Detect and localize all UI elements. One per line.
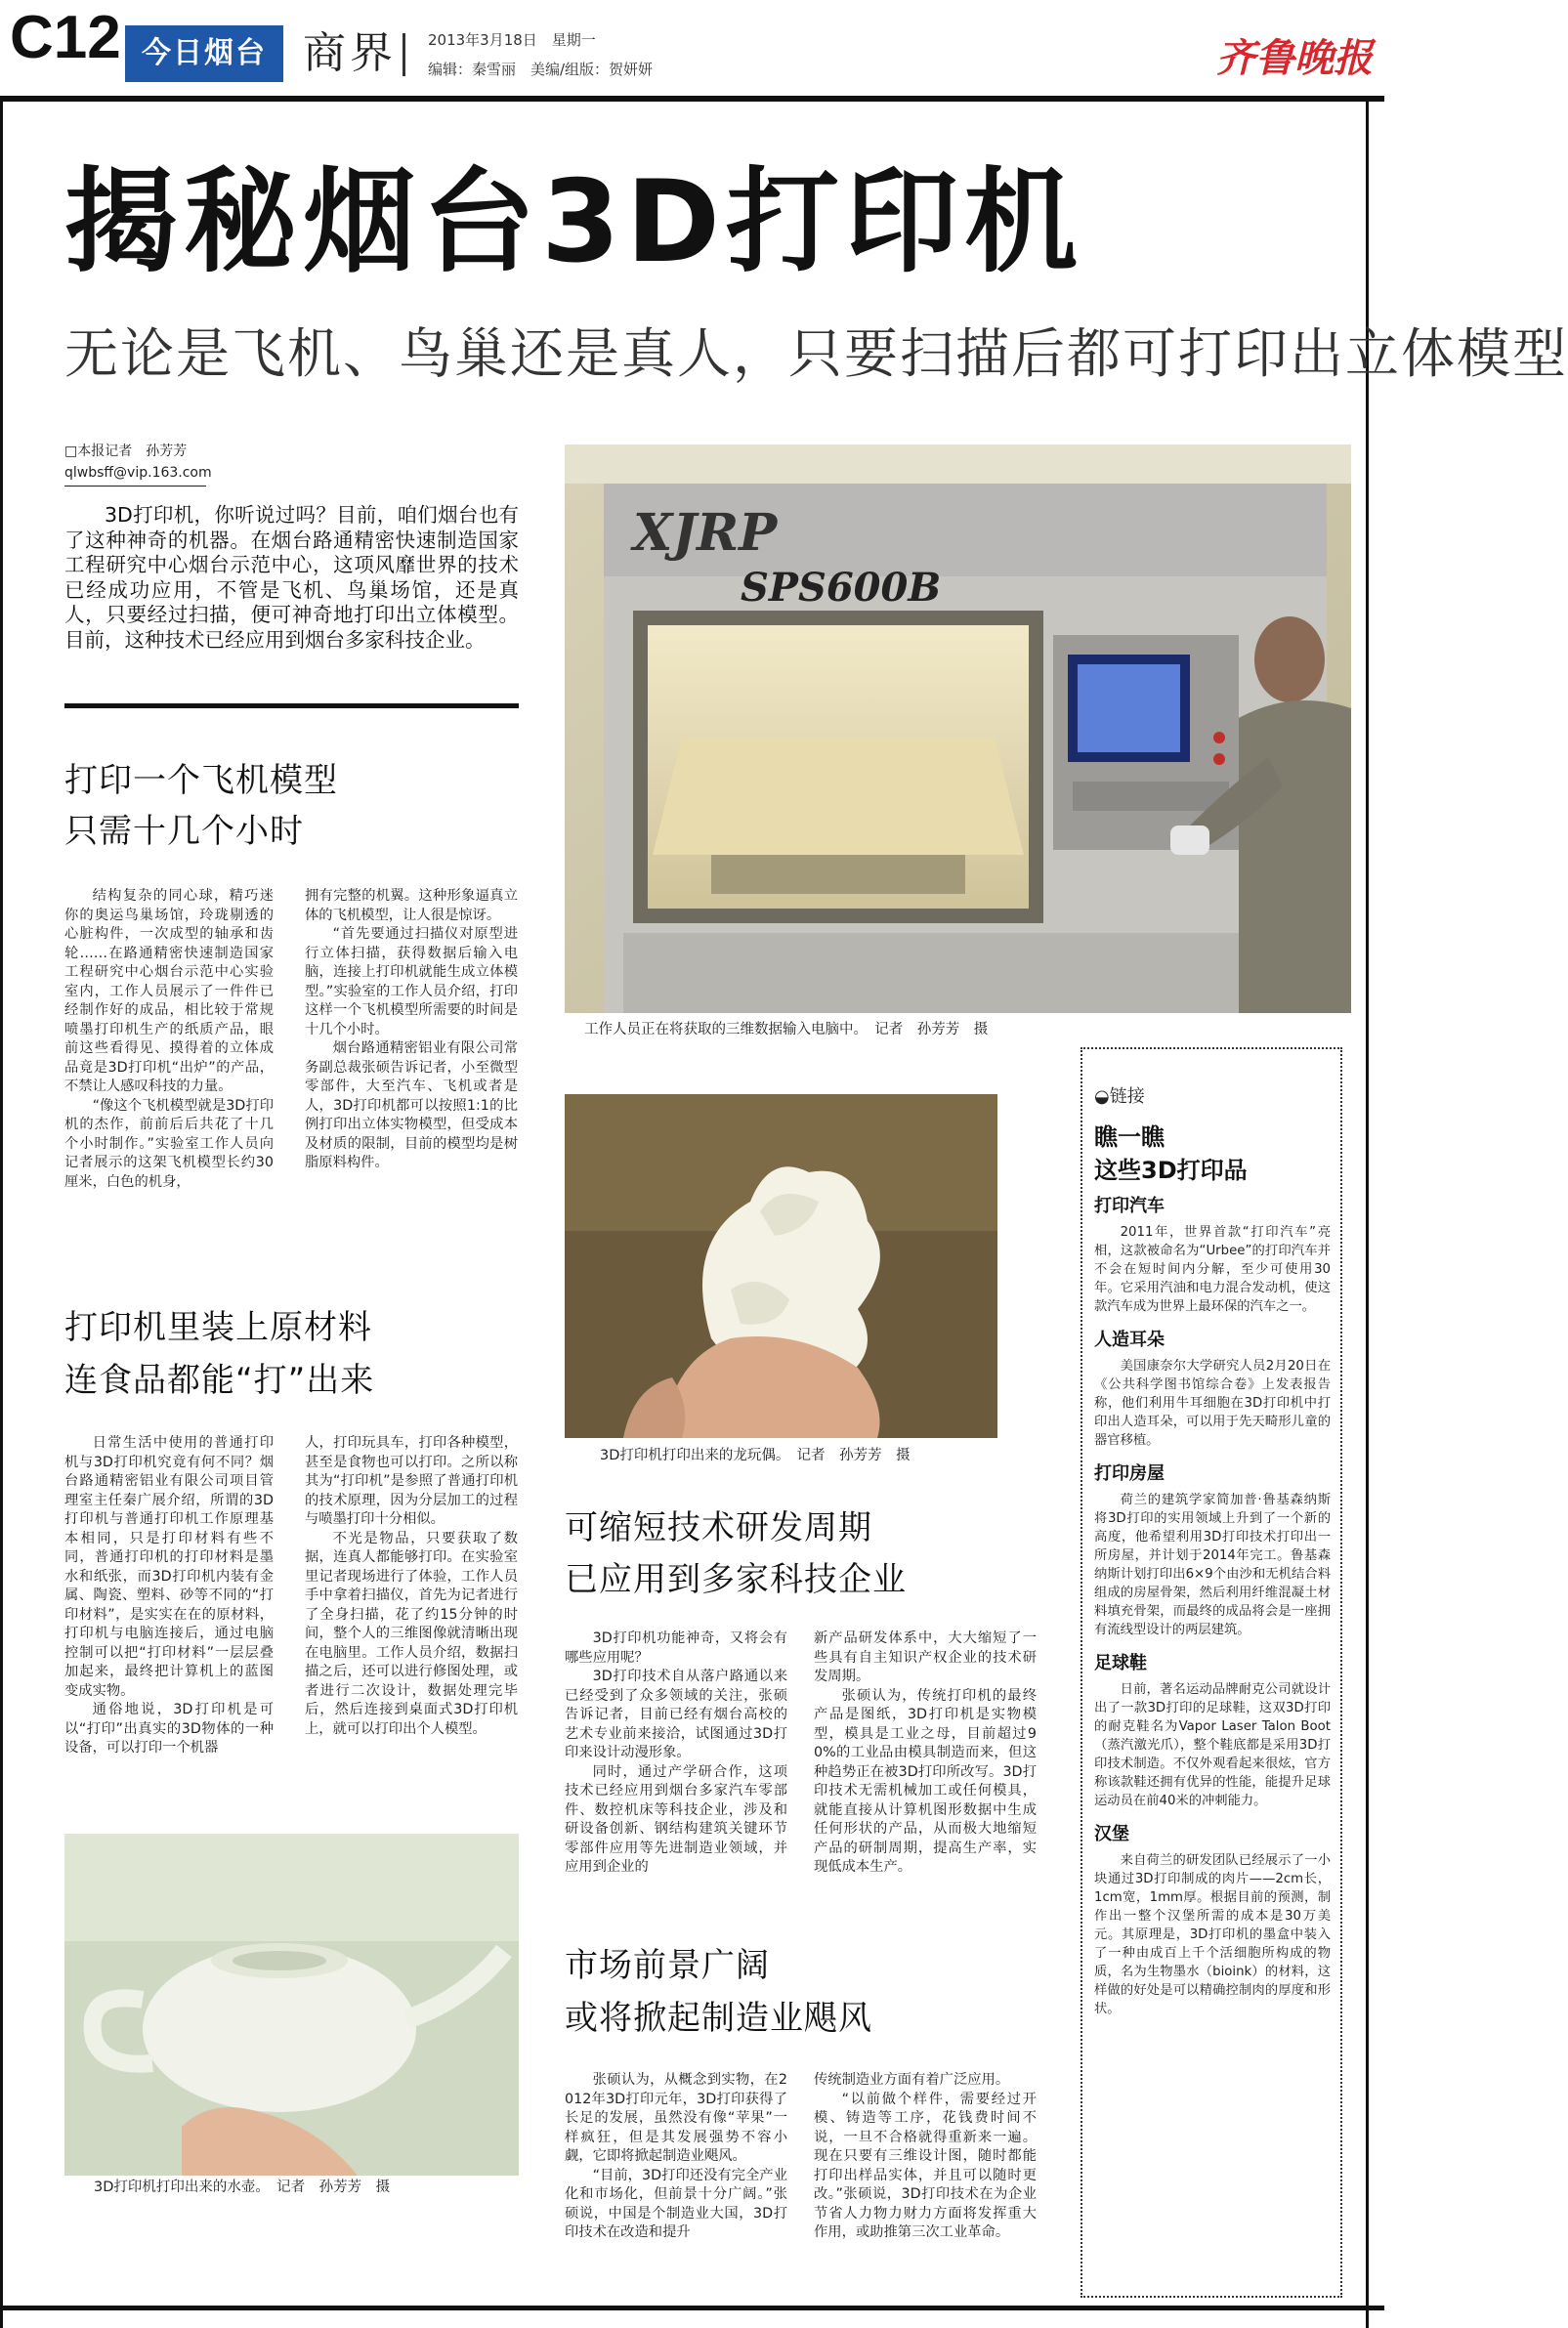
section2-column1 <box>64 1434 274 1758</box>
section1-column2 <box>305 887 518 1173</box>
photo-printer-machine <box>565 444 1351 1013</box>
paragraph: 烟台路通精密铝业有限公司常务副总裁张硕告诉记者，小至微型零部件，大至汽车、飞机或者是人，3D打印机都可以按照1:1的比例打印出立体实物模型，但受成本及材质的限制，目前的模型均是树脂原料构件。 <box>305 1040 518 1170</box>
sidebar-item-head: 打印汽车 <box>1094 1196 1165 1216</box>
paragraph: “首先要通过扫描仪对原型进行立体扫描，获得数据后输入电脑，连接上打印机就能生成立体模型。”实验室的工作人员介绍，打印这样一个飞机模型所需要的时间是十几个小时。 <box>305 926 518 1037</box>
section1-column1 <box>64 887 274 1192</box>
section3-title-line2: 已应用到多家科技企业 <box>565 1560 907 1599</box>
sidebar-item-head: 打印房屋 <box>1094 1463 1165 1484</box>
sidebar-item-body: 来自荷兰的研发团队已经展示了一小块通过3D打印制成的肉片——2cm长，1cm宽，1mm厚。根据目前的预测，制作出一整个汉堡所需的成本是30万美元。其原理是，3D打印机的墨盒中装入了一种由成百上千个活细胞所构成的物质，名为生物墨水（bioink）的材料，这样做的好处是可以精确控制肉的厚度和形状。 <box>1094 1853 1331 2016</box>
header-rule <box>0 96 1384 102</box>
section3-title-line1: 可缩短技术研发周期 <box>565 1508 872 1547</box>
footer-rule <box>0 2306 1384 2310</box>
headline: 揭秘烟台3D打印机 <box>64 156 1084 288</box>
paragraph: 张硕认为，传统打印机的最终产品是图纸，3D打印机是实物模型，模具是工业之母，目前超过90%的工业品由模具制造而来，但这种趋势正在被3D打印所改写。3D打印技术无需机械加工或任何模具，就能直接从计算机图形数据中生成任何形状的产品，从而极大地缩短产品的研制周期，提高生产率，实现低成本生产。 <box>814 1687 1037 1875</box>
paragraph: 不光是物品，只要获取了数据，连真人都能够打印。在实验室里记者现场进行了体验，工作人员手中拿着扫描仪，首先为记者进行了全身扫描，花了约15分钟的时间，整个人的三维图像就清晰出现在电脑里。工作人员介绍，数据扫描之后，还可以进行修图处理，或者进行二次设计，数据处理完毕后，然后连接到桌面式3D打印机上，就可以打印出个人模型。 <box>305 1530 518 1737</box>
paragraph: 传统制造业方面有着广泛应用。 <box>814 2072 1010 2088</box>
section3-column2 <box>814 1630 1037 1878</box>
machine-brand-text: XJRP <box>633 503 778 563</box>
paragraph: “像这个飞机模型就是3D打印机的杰作，前前后后共花了十几个小时制作。”实验室工作人员向记者展示的这架飞机模型长约30厘米，白色的机身， <box>64 1097 274 1190</box>
section1-title-line1: 打印一个飞机模型 <box>64 761 338 800</box>
photo-dragon-toy <box>565 1094 997 1438</box>
section2-column2 <box>305 1434 518 1739</box>
editor-credits: 编辑：秦雪丽 美编/组版：贺妍妍 <box>428 61 654 78</box>
section4-column1 <box>565 2071 787 2243</box>
section-label: 今日烟台 <box>125 25 283 82</box>
photo-teapot <box>64 1834 519 2176</box>
paragraph: 张硕认为，从概念到实物，在2012年3D打印元年，3D打印获得了长足的发展，虽然没有像“苹果”一样疯狂，但是其发展强势不容小觑，它即将掀起制造业飓风。 <box>565 2072 787 2164</box>
paragraph: 人，打印玩具车，打印各种模型，甚至是食物也可以打印。之所以称其为“打印机”是参照了普通打印机的技术原理，因为分层加工的过程与喷墨打印十分相似。 <box>305 1435 518 1527</box>
sidebar-item-body: 荷兰的建筑学家简加普·鲁基森纳斯将3D打印的实用领域上升到了一个新的高度，他希望利用3D打印技术打印出一所房屋，并计划于2014年完工。鲁基森纳斯计划打印出6×9个由沙和无机结合料组成的房屋骨架，然后利用纤维混凝土材料填充骨架，而最终的成品将会是一座拥有流线型设计的两层建筑。 <box>1094 1493 1331 1637</box>
sidebar-title-line1: 瞧一瞧 <box>1094 1123 1165 1151</box>
machine-model-text: SPS600B <box>741 565 942 611</box>
left-border <box>0 102 3 2328</box>
sidebar-item-body: 2011年，世界首款“打印汽车”亮相，这款被命名为“Urbee”的打印汽车并不会在短时间内分解，至少可使用30年。它采用汽油和电力混合发动机，使这款汽车成为世界上最环保的汽车之一。 <box>1094 1225 1331 1314</box>
section3-column1 <box>565 1630 787 1878</box>
reporter-email: qlwbsff@vip.163.com <box>64 465 212 481</box>
newspaper-logo: 齐鲁晚报 <box>1216 35 1373 81</box>
sidebar-item-head: 汉堡 <box>1094 1824 1129 1844</box>
sidebar-item-head: 人造耳朵 <box>1094 1330 1165 1350</box>
section2-title-line2: 连食品都能“打”出来 <box>64 1361 375 1400</box>
sidebar-item-head: 足球鞋 <box>1094 1653 1147 1673</box>
page-number: C12 <box>10 4 121 71</box>
paragraph: 结构复杂的同心球，精巧迷你的奥运鸟巢场馆，玲珑剔透的心脏构件，一次成型的轴承和齿轮……在路通精密快速制造国家工程研究中心烟台示范中心实验室内，工作人员展示了一件件已经制作好的成品，相比较于常规喷墨打印机生产的纸质产品，眼前这些看得见、摸得着的立体成品竟是3D打印机“出炉”的产品，不禁让人感叹科技的力量。 <box>64 888 274 1094</box>
paragraph: “目前，3D打印还没有完全产业化和市场化，但前景十分广阔。”张硕说，中国是个制造业大国，3D打印技术在改造和提升 <box>565 2167 787 2240</box>
sidebar-box <box>1081 1047 1342 2298</box>
lead-paragraph: 3D打印机，你听说过吗？目前，咱们烟台也有了这种神奇的机器。在烟台路通精密快速制造国家工程研究中心烟台示范中心，这项风靡世界的技术已经成功应用，不管是飞机、鸟巢场馆，还是真人，只要经过扫描，便可神奇地打印出立体模型。目前，这种技术已经应用到烟台多家科技企业。 <box>64 503 519 652</box>
section4-title-line1: 市场前景广阔 <box>565 1946 770 1985</box>
paragraph: 3D打印机功能神奇，又将会有哪些应用呢？ <box>565 1630 787 1666</box>
section1-title-line2: 只需十几个小时 <box>64 812 304 851</box>
photo1-caption: 工作人员正在将获取的三维数据输入电脑中。 记者 孙芳芳 摄 <box>584 1022 989 1037</box>
right-border <box>1366 102 1369 2328</box>
paragraph: 日常生活中使用的普通打印机与3D打印机究竟有何不同？烟台路通精密铝业有限公司项目管理室主任秦广展介绍，所谓的3D打印机与普通打印机工作原理基本相同，只是打印材料有些不同，普通打印机的打印材料是墨水和纸张，而3D打印机内装有金属、陶瓷、塑料、砂等不同的“打印材料”，是实实在在的原材料，打印机与电脑连接后，通过电脑控制可以把“打印材料”一层层叠加起来，最终把计算机上的蓝图变成实物。 <box>64 1435 274 1699</box>
sidebar-item-body: 日前，著名运动品牌耐克公司就设计出了一款3D打印的足球鞋，这双3D打印的耐克鞋名为Vapor Laser Talon Boot（蒸汽激光爪），整个鞋底都是采用3D打印技术制造。不仅外观看起来很炫，官方称该款鞋还拥有优异的性能，能提升足球运动员在前40米的冲刺能力。 <box>1094 1682 1331 1808</box>
section4-title-line2: 或将掀起制造业飓风 <box>565 1999 872 2038</box>
paragraph: 拥有完整的机翼。这种形象逼真立体的飞机模型，让人很是惊讶。 <box>305 888 518 923</box>
sidebar-title-line2: 这些3D打印品 <box>1094 1157 1248 1184</box>
issue-date: 2013年3月18日 星期一 <box>428 31 596 49</box>
paragraph: 3D打印技术自从落户路通以来已经受到了众多领域的关注，张硕告诉记者，目前已经有烟台高校的艺术专业前来接洽，试图通过3D打印来设计动漫形象。 <box>565 1669 787 1760</box>
paragraph: 同时，通过产学研合作，这项技术已经应用到烟台多家汽车零部件、数控机床等科技企业，涉及和研设备创新、钢结构建筑关键环节零部件应用等先进制造业领域，并应用到企业的 <box>565 1763 787 1875</box>
section4-column2 <box>814 2071 1037 2243</box>
sidebar-items <box>1094 1192 1331 2028</box>
photo3-caption: 3D打印机打印出来的水壶。 记者 孙芳芳 摄 <box>94 2180 391 2195</box>
sidebar-item-body: 美国康奈尔大学研究人员2月20日在《公共科学图书馆综合卷》上发表报告称，他们利用牛耳细胞在3D打印机中打印出人造耳朵，可以用于先天畸形儿童的器官移植。 <box>1094 1359 1331 1448</box>
photo2-caption: 3D打印机打印出来的龙玩偶。 记者 孙芳芳 摄 <box>600 1448 911 1463</box>
header-divider <box>403 33 405 76</box>
byline-rule <box>64 486 206 487</box>
subheadline: 无论是飞机、鸟巢还是真人，只要扫描后都可打印出立体模型 <box>64 322 1568 385</box>
paragraph: “以前做个样件，需要经过开模、铸造等工序，花钱费时间不说，一旦不合格就得重新来一遍。现在只要有三维设计图，随时都能打印出样品实体，并且可以随时更改。”张硕说，3D打印技术在为企业节省人力物力财力方面将发挥重大作用，或助推第三次工业革命。 <box>814 2091 1037 2240</box>
byline: □本报记者 孙芳芳 <box>64 444 188 459</box>
lead-rule <box>64 703 519 708</box>
section2-title-line1: 打印机里装上原材料 <box>64 1308 372 1347</box>
link-icon: ◒ <box>1094 1086 1110 1107</box>
paragraph: 新产品研发体系中，大大缩短了一些具有自主知识产权企业的技术研发周期。 <box>814 1630 1037 1684</box>
paragraph: 通俗地说，3D打印机是可以“打印”出真实的3D物体的一种设备，可以打印一个机器 <box>64 1702 274 1756</box>
sidebar-tag: ◒链接 <box>1094 1086 1145 1107</box>
subsection-label: 商界 <box>303 28 397 78</box>
